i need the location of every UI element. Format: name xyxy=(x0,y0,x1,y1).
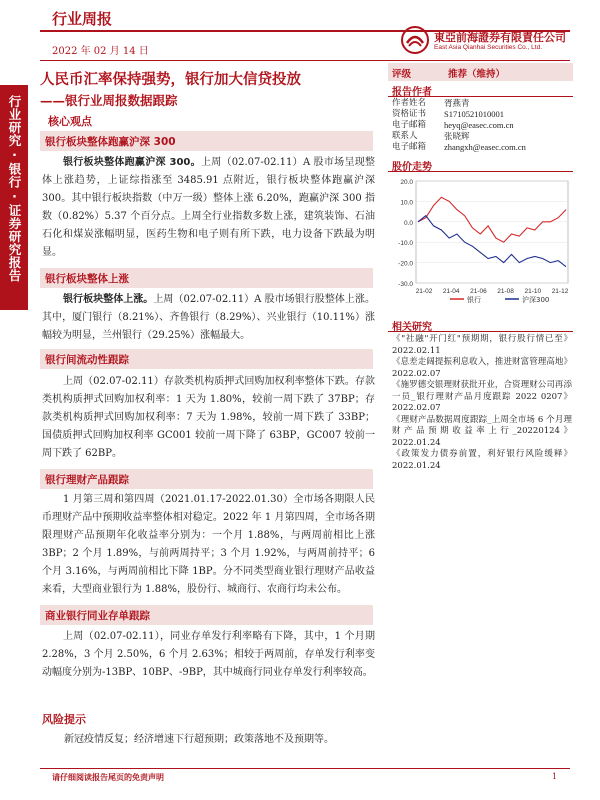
related-research-link[interactable]: 《施罗德交银理财获批开业，合资理财公司再添一员_银行理财产品月度跟踪 2022 0207》2022.02.07 xyxy=(392,380,572,413)
chart-y-tick-label: 0.0 xyxy=(403,219,413,227)
chart-legend-label: 沪深300 xyxy=(522,296,550,304)
analyst-row xyxy=(392,120,572,131)
related-heading-bar xyxy=(388,318,573,332)
section-lead: 银行板块整体跑赢沪深 300。 xyxy=(63,157,201,168)
related-research-link[interactable]: 《理财产品数据周度跟踪_上周全市场 6 个月理财产品预期收益率上行_20220124》2022.01.24 xyxy=(392,414,572,448)
analyst-value: 张晓辉 xyxy=(444,131,470,141)
rating-bar xyxy=(388,63,573,81)
risk-heading: 风险提示 xyxy=(42,713,86,726)
report-title: 人民币汇率保持强势，银行加大信贷投放 xyxy=(40,72,301,88)
analyst-key: 作者姓名 xyxy=(392,98,427,108)
page-number: 1 xyxy=(552,772,558,781)
section-text: 1 月第三周和第四周（2021.01.17-2022.01.30）全市场各期限人民币理财产品中预期收益率整体相对稳定。2022 年 1 月第四周，全市场各期限理财产品预期年化收益率分别为：一个月 1.88%，与两周前相比上涨 3BP；2 个月 1.89%，与前两周持平；3 个月 1.92%，与两周前持平；6 个月 3.16%，与两周前相比下降 1BP。分不同类型商业银行理财产品收益来看，大型商业银行为 1.88%，股份行、城商行、农商行均未公布。 xyxy=(42,494,375,595)
section-heading: 银行理财产品跟踪 xyxy=(45,474,129,486)
related-research-link[interactable]: 《政策发力债券前置，利好银行风险缓释》2022.01.24 xyxy=(392,449,572,471)
core-view-label: 核心观点 xyxy=(48,115,92,128)
chart-x-tick-label: 21-10 xyxy=(524,288,542,295)
section-body-ncd xyxy=(42,628,375,682)
analyst-key: 电子邮箱 xyxy=(392,120,427,130)
section-text: 上周（02.07-02.11），同业存单发行利率略有下降，其中，1 个月期 2.28%，3 个月 2.50%，6 个月 2.63%；相较于两周前，存单发行利率变动幅度分别为-13BP、10BP、-9BP，其中城商行同业存单发行利率较高。 xyxy=(42,631,375,678)
section-body-bank-vs-index xyxy=(42,154,375,262)
section-heading: 商业银行同业存单跟踪 xyxy=(45,610,150,622)
section-heading: 银行板块整体跑赢沪深 300 xyxy=(45,136,176,148)
chart-y-tick-label: -10.0 xyxy=(398,240,413,248)
related-research-link[interactable]: 《"社融"开门红"预期期，银行股行情已至》 2022.02.11 xyxy=(392,334,572,356)
analyst-row xyxy=(392,109,572,120)
section-heading: 银行板块整体上涨 xyxy=(45,273,129,285)
chart-y-tick-label: -30.0 xyxy=(398,281,413,288)
rating-value: 推荐（维持） xyxy=(448,69,506,80)
footer-divider xyxy=(40,768,570,769)
related-research-link[interactable]: 《息差走阔提振利息收入，推进财富管理高地》 2022.02.07 xyxy=(392,357,572,379)
analyst-row xyxy=(392,131,572,142)
analyst-heading-bar xyxy=(388,83,573,97)
analyst-key: 电子邮箱 xyxy=(392,142,427,152)
category-band xyxy=(0,85,28,310)
section-body-liquidity xyxy=(42,373,375,463)
report-date: 2022 年 02 月 14 日 xyxy=(52,46,149,57)
analyst-value: 胥燕青 xyxy=(444,98,470,108)
chart-series-line xyxy=(418,216,566,267)
section-body-wealth-products xyxy=(42,491,375,599)
section-text: 上周（02.07-02.11）A 股市场呈现整体上涨趋势，上证综指涨至 3485.91 点附近，银行板块整体跑赢沪深 300。其中银行板块指数（中万一级）整体上涨 6.20%，跑赢沪深 300 指数（0.82%）5.37 个百分点。上周全行业指数多数上涨，建筑装饰、石油石化和煤炭涨幅明显，医药生物和电子则有所下跌，电力设备下跌最为明显。 xyxy=(42,157,375,258)
analyst-key: 资格证书 xyxy=(392,109,427,119)
company-name-en: East Asia Qianhai Securities Co., Ltd. xyxy=(434,44,543,51)
category-band-text: 行业研究·银行·证券研究报告 xyxy=(7,95,22,282)
section-header-liquidity xyxy=(40,349,373,369)
footer-disclaimer: 请仔细阅读报告尾页的免责声明 xyxy=(52,773,164,782)
company-name-cn: 東亞前海證券有限責任公司 xyxy=(434,31,566,44)
section-lead: 银行板块整体上涨。 xyxy=(63,294,154,305)
section-header-ncd xyxy=(40,605,373,625)
chart-x-tick-label: 21-12 xyxy=(551,288,569,295)
related-heading: 相关研究 xyxy=(392,322,432,333)
stock-price-chart xyxy=(390,175,573,310)
chart-x-tick-label: 21-02 xyxy=(415,288,433,295)
chart-heading-bar xyxy=(388,158,573,172)
analyst-row xyxy=(392,98,572,109)
section-heading: 银行间流动性跟踪 xyxy=(45,354,129,366)
chart-x-tick-label: 21-08 xyxy=(497,288,514,295)
company-logo xyxy=(400,25,575,57)
analyst-heading: 报告作者 xyxy=(392,87,432,98)
chart-legend-label: 银行 xyxy=(467,296,481,304)
analyst-email[interactable]: heyq@easec.com.cn xyxy=(444,120,514,130)
section-header-bank-rise xyxy=(40,268,373,288)
related-research-list xyxy=(392,334,572,472)
risk-text: 新冠疫情反复；经济增速下行超预期；政策落地不及预期等。 xyxy=(64,734,334,745)
section-text: 上周（02.07-02.11）A 股市场银行股整体上涨。其中，厦门银行（8.21%）、齐鲁银行（8.29%）、兴业银行（10.11%）涨幅较为明显，兰州银行（29.25%）涨幅最大。 xyxy=(42,294,375,341)
chart-y-tick-label: 10.0 xyxy=(400,199,413,207)
report-subtitle: ——银行业周报数据跟踪 xyxy=(40,93,178,108)
section-text: 上周（02.07-02.11）存款类机构质押式回购加权利率整体下跌。存款类机构质押式回购加权利率：1 天为 1.80%，较前一周下跌了 37BP；存款类机构质押式回购加权利率：7 天为 1.98%，较前一周下跌了 33BP；国债质押式回购加权利率 GC001 较前一周下降了 63BP，GC007 较前一周下跌了 62BP。 xyxy=(42,376,375,459)
analyst-value: S1710521010001 xyxy=(444,109,504,119)
rating-label: 评级 xyxy=(392,69,412,80)
chart-y-tick-label: -20.0 xyxy=(398,260,413,268)
chart-heading: 股价走势 xyxy=(392,162,432,173)
section-body-bank-rise xyxy=(42,291,375,345)
analyst-row xyxy=(392,142,572,153)
analyst-key: 联系人 xyxy=(392,131,418,141)
chart-x-tick-label: 21-04 xyxy=(442,288,460,295)
section-header-bank-vs-index xyxy=(40,131,373,151)
analyst-info xyxy=(392,98,572,153)
header-divider-secondary xyxy=(40,60,570,61)
report-type-title: 行业周报 xyxy=(52,10,113,28)
company-logo-icon xyxy=(400,25,430,55)
section-header-wealth-products xyxy=(40,469,373,489)
chart-series-line xyxy=(418,197,566,242)
chart-y-tick-label: 20.0 xyxy=(400,179,413,186)
chart-x-tick-label: 21-06 xyxy=(470,288,487,295)
analyst-email[interactable]: zhangxh@easec.com.cn xyxy=(444,142,526,152)
